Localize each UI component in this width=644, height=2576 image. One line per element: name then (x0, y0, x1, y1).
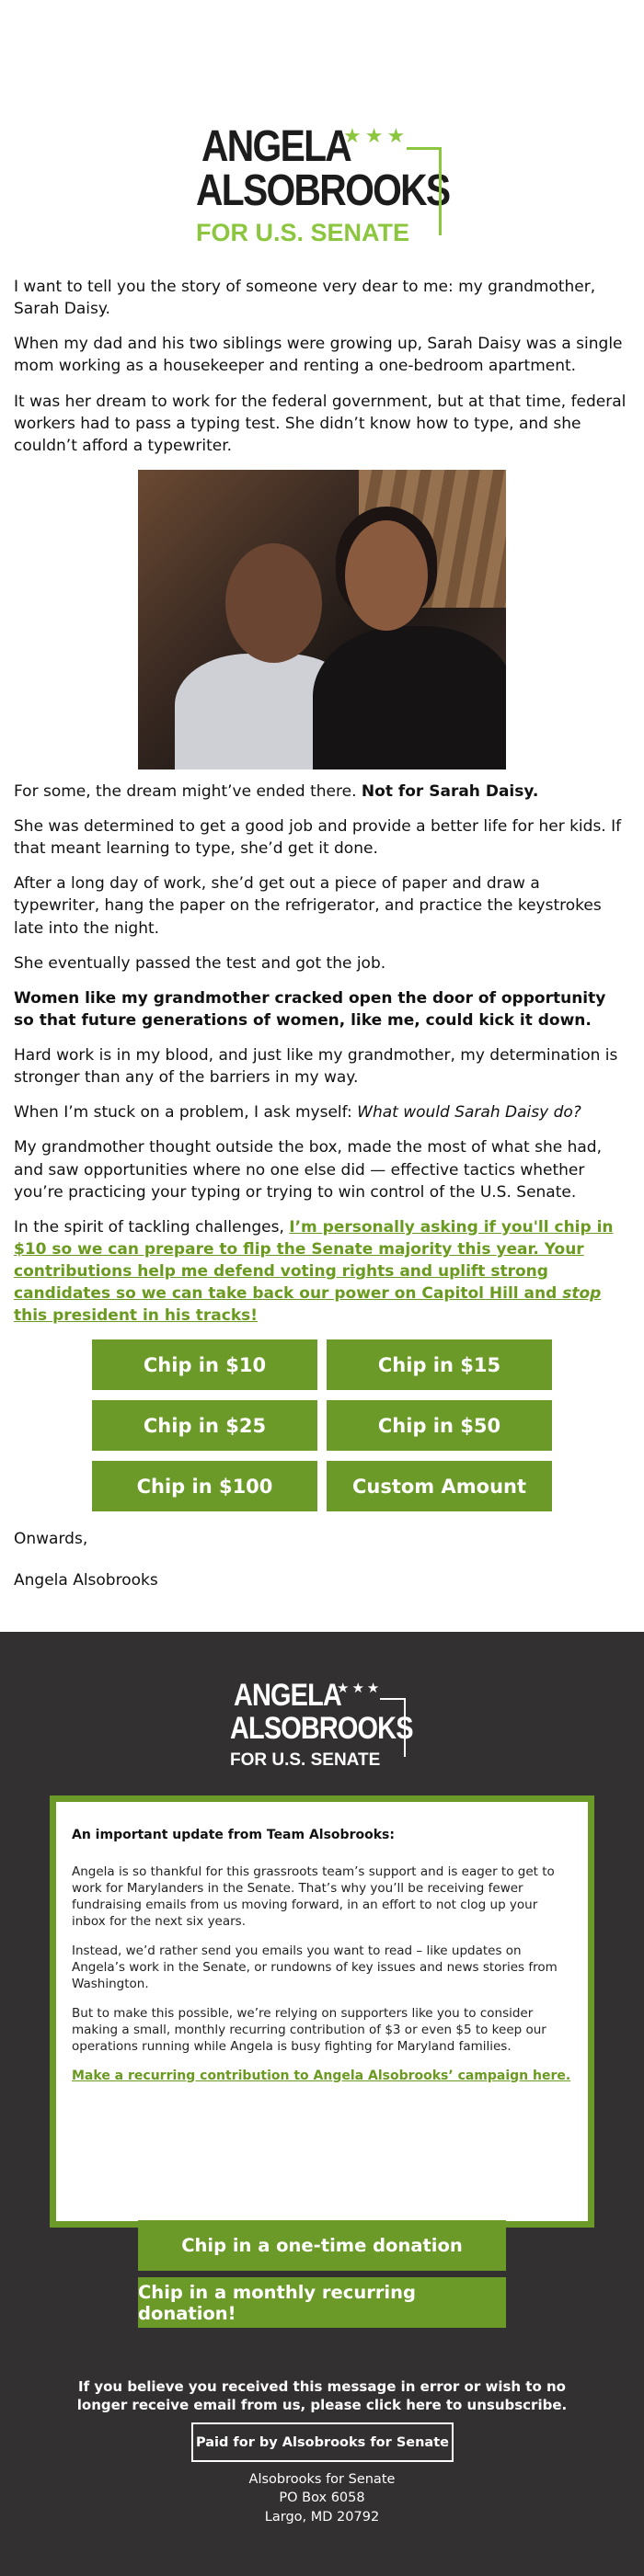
one-time-donation-button[interactable]: Chip in a one-time donation (138, 2220, 506, 2271)
update-title: An important update from Team Alsobrooks: (72, 1828, 395, 1842)
italic-question: What would Sarah Daisy do? (357, 1103, 581, 1123)
paragraph: It was her dream to work for the federal government, but at that time, federal workers had to pass a typing test. She didn’t know how to type, and she couldn’t afford a typewriter. (14, 392, 627, 455)
chip-in-100-button[interactable]: Chip in $100 (92, 1461, 317, 1511)
campaign-logo[interactable] (189, 118, 465, 251)
mailing-address: Alsobrooks for Senate PO Box 6058 Largo, MD 20792 (248, 2472, 396, 2525)
fewer-emails-link[interactable]: click here. (241, 2177, 325, 2194)
logo-bracket (407, 147, 442, 239)
paragraph: After a long day of work, she’d get out a piece of paper and draw a typewriter, hang the paper on the refrigerator, and practice the keystrokes late into the night. (14, 874, 602, 938)
paragraph: She was determined to get a good job and provide a better life for her kids. If that meant learning to type, she’d get it done. (14, 817, 622, 859)
paragraph: When I’m stuck on a problem, I ask myself: What would Sarah Daisy do? (14, 1103, 581, 1123)
paragraph: When my dad and his two siblings were growing up, Sarah Daisy was a single mom working as a housekeeper and renting a one-bedroom apartment. (14, 335, 623, 376)
donation-button-grid (92, 1339, 552, 1511)
update-paragraph: Angela is so thankful for this grassroots team’s support and is eager to get to work for Marylanders in the Senate. That’s why you’ll be receiving fewer fundraising emails from us moving forward, in an effort to not clog up your inbox for the next six years. (72, 1864, 555, 1929)
bold-paragraph: Women like my grandmother cracked open the door of opportunity so that future generations of women, like me, could kick it down. (14, 988, 606, 1030)
footer-logo[interactable]: ANGELA ★★★ ALSOBROOKS FOR U.S. SENATE (230, 1678, 413, 1770)
logo-stars-icon: ★★★ (343, 125, 409, 148)
logo-last-name: ALSOBROOKS (196, 166, 450, 215)
closing: Onwards, (14, 1530, 88, 1549)
logo-tagline: FOR U.S. SENATE (196, 219, 410, 246)
fewer-emails-text: We believe that emails are the best way for our organization to stay in touch with supporters like you. But if you'd like to receive fewer emails, click here. (64, 2140, 576, 2194)
chip-in-15-button[interactable]: Chip in $15 (327, 1339, 552, 1390)
chip-in-10-button[interactable]: Chip in $10 (92, 1339, 317, 1390)
signoff (14, 1528, 630, 1590)
grandmother-photo (138, 470, 506, 769)
signature-name: Angela Alsobrooks (14, 1570, 158, 1590)
update-paragraph: But to make this possible, we’re relying on supporters like you to consider making a small, monthly recurring contribution of $3 or even $5 to keep our operations running while Angela is busy fighting for Maryland families. (72, 2005, 546, 2054)
paid-for-by-box: Paid for by Alsobrooks for Senate (191, 2422, 454, 2462)
unsubscribe-text[interactable]: If you believe you received this message in error or wish to no longer receive email from us, please click here to unsubscribe. (76, 2378, 568, 2413)
update-paragraph: Instead, we’d rather send you emails you want to read – like updates on Angela’s work in the Senate, or rundowns of key issues and news stories from Washington. (72, 1943, 558, 1991)
chip-in-25-button[interactable]: Chip in $25 (92, 1400, 317, 1451)
paragraph: For some, the dream might’ve ended there. Not for Sarah Daisy. (14, 781, 539, 801)
footer-stars-icon: ★★★ (337, 1680, 383, 1696)
emphasis: Not for Sarah Daisy. (361, 781, 539, 801)
paragraph: My grandmother thought outside the box, made the most of what she had, and saw opportunities where no one else did — effective tactics whether you’re practicing your typing or trying to win control of the U.S. Senate. (14, 1138, 602, 1202)
header (0, 0, 644, 276)
letter-body (0, 276, 644, 1591)
footer (0, 1632, 644, 2576)
logo-first-name: ANGELA (201, 122, 351, 171)
donate-ask-link[interactable]: I’m personally asking if you'll chip in $10 so we can prepare to flip the Senate majority this year. Your contributions help me defend voting rights and uplift strong candidates so we can take back our power on Capitol Hill and stop this president in his tracks! (14, 1217, 614, 1326)
recurring-contribution-link[interactable]: Make a recurring contribution to Angela Alsobrooks’ campaign here. (72, 2068, 571, 2083)
paragraph: She eventually passed the test and got the job. (14, 953, 386, 973)
custom-amount-button[interactable]: Custom Amount (327, 1461, 552, 1511)
paragraph: In the spirit of tackling challenges, I’m personally asking if you'll chip in $10 so we can prepare to flip the Senate majority this year. Your contributions help me defend voting rights and uplift strong candidates so we can take back our power on Capitol Hill and stop this president in his tracks! (14, 1217, 614, 1326)
paragraph: I want to tell you the story of someone very dear to me: my grandmother, Sarah Daisy. (14, 278, 596, 319)
paragraph: Hard work is in my blood, and just like my grandmother, my determination is stronger than any of the barriers in my way. (14, 1046, 618, 1088)
chip-in-50-button[interactable]: Chip in $50 (327, 1400, 552, 1451)
monthly-donation-button[interactable]: Chip in a monthly recurring donation! (138, 2277, 506, 2328)
